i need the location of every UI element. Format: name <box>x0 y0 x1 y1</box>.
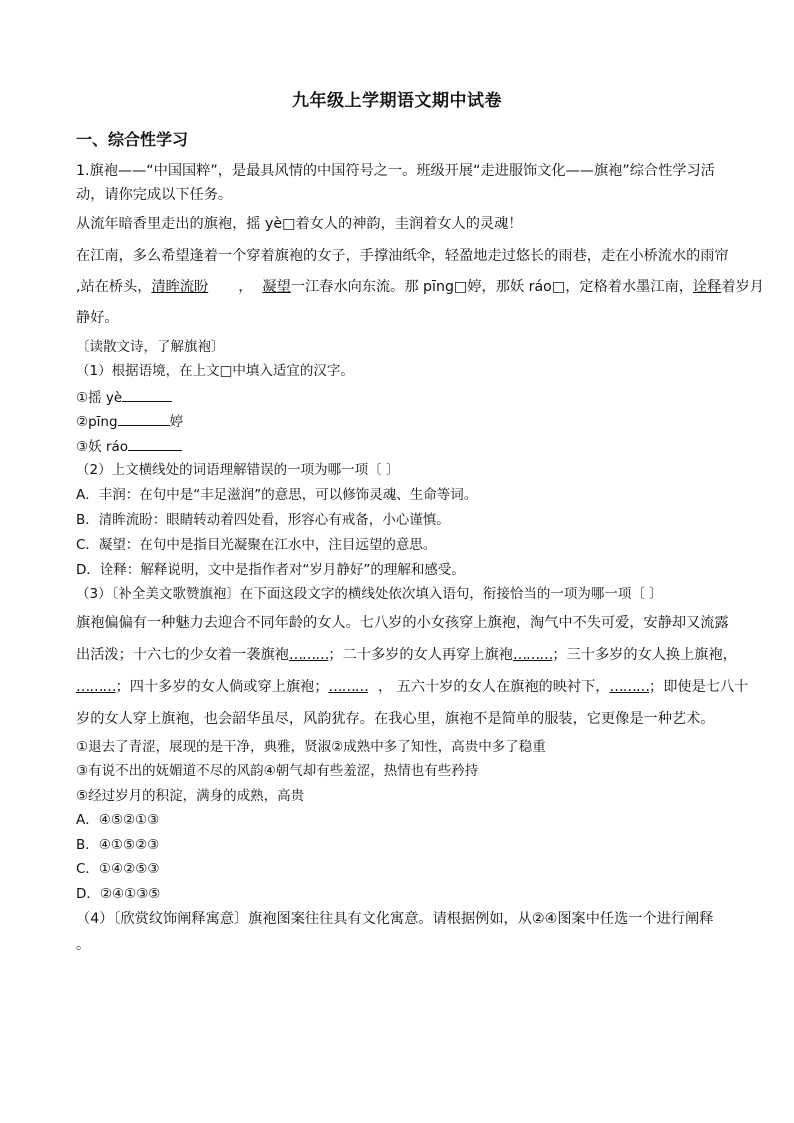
sub2-option-b[interactable]: B．清眸流盼：眼睛转动着四处看，形容心有戒备，小心谨慎。 <box>76 512 450 528</box>
fill-blank-3[interactable]: ……… <box>76 679 116 695</box>
clause-line-1: ①退去了青涩，展现的是干净，典雅，贤淑②成熟中多了知性，高贵中多了稳重 <box>76 739 546 755</box>
sub2-prompt: （2）上文横线处的词语理解错误的一项为哪一项〔 〕 <box>76 462 400 478</box>
sub1-item-c <box>76 436 724 456</box>
sub3-prompt: （3）〔补全美文歌赞旗袍〕在下面这段文字的横线处依次填入语句，衔接恰当的一项为哪一项〔 〕 <box>76 586 663 602</box>
sub1-prompt: （1）根据语境，在上文□中填入适宜的汉字。 <box>76 363 354 379</box>
sub1-item-c-label: ③妖 ráo <box>76 439 128 455</box>
underlined-word-qingmou: 清眸流盼 <box>151 279 209 295</box>
fill-blank-5[interactable]: ……… <box>609 679 650 695</box>
sub4-prompt: （4）〔欣赏纹饰阐释寓意〕旗袍图案往往具有文化寓意。请根据例如，从②④图案中任选一个进行阐释 <box>76 911 714 927</box>
answer-blank[interactable] <box>122 387 172 402</box>
underlined-word-ningwang: 凝望 <box>262 279 291 295</box>
q1-intro-line-1: 1.旗袍——“中国国粹”，是最具风情的中国符号之一。班级开展“走进服饰文化——旗袍”综合性学习活 <box>76 163 715 179</box>
fill-blank-4[interactable]: ……… <box>328 679 368 695</box>
passage-line-2: 在江南，多么希望逢着一个穿着旗袍的女子，手撑油纸伞，轻盈地走过悠长的雨巷，走在小桥流水的雨帘 <box>76 248 729 264</box>
passage-line-3 <box>76 278 764 296</box>
passage-text: 一江春水向东流。那 pīng□婷，那妖 ráo□，定格着水墨江南， <box>290 279 693 295</box>
paragraph-text: ；二十多岁的女人再穿上旗袍 <box>328 647 513 663</box>
sub3-option-c[interactable]: C．①④②⑤③ <box>76 861 160 877</box>
passage-text: ， <box>238 279 253 295</box>
clause-line-2: ③有说不出的妩媚道不尽的风韵④朝气却有些羞涩，热情也有些矜持 <box>76 763 479 779</box>
answer-blank[interactable] <box>128 436 182 451</box>
page-title: 九年级上学期语文期中试卷 <box>292 91 502 111</box>
answer-blank[interactable] <box>118 411 170 426</box>
passage-text: ,站在桥头， <box>76 279 152 295</box>
sub3-option-d[interactable]: D．②④①③⑤ <box>76 886 161 902</box>
sub3-paragraph-line-2 <box>76 646 737 664</box>
sub3-option-a[interactable]: A．④⑤②①③ <box>76 812 160 828</box>
task-label: 〔读散文诗，了解旗袍〕 <box>76 339 225 355</box>
sub2-option-c[interactable]: C．凝望：在句中是指目光凝聚在江水中，注目远望的意思。 <box>76 537 437 553</box>
sub1-item-a-label: ①摇 yè <box>76 390 123 406</box>
underlined-word-quanshi: 诠释 <box>692 279 722 295</box>
paragraph-text: ；三十多岁的女人换上旗袍， <box>552 647 737 663</box>
clause-line-3: ⑤经过岁月的积淀，满身的成熟，高贵 <box>76 788 305 804</box>
sub3-paragraph-line-4: 岁的女人穿上旗袍，也会韶华虽尽，风韵犹存。在我心里，旗袍不是简单的服装，它更像是一种艺术。 <box>76 711 715 727</box>
paragraph-text: ；四十多岁的女人倘或穿上旗袍； <box>115 679 329 695</box>
section-heading: 一、综合性学习 <box>76 130 189 149</box>
passage-text: 着岁月 <box>721 279 764 295</box>
passage-line-1: 从流年暗香里走出的旗袍，摇 yè□着女人的神韵，圭润着女人的灵魂！ <box>76 216 523 232</box>
passage-line-4: 静好。 <box>76 310 119 326</box>
paragraph-text: ；即使是七八十 <box>649 679 749 695</box>
sub3-paragraph-line-3 <box>76 678 749 696</box>
sub1-item-b-suffix: 婷 <box>169 414 184 430</box>
sub2-option-a[interactable]: A．丰润：在句中是“丰足滋润”的意思，可以修饰灵魂、生命等词。 <box>76 487 478 503</box>
fill-blank-1[interactable]: ……… <box>288 647 329 663</box>
sub3-option-b[interactable]: B．④①⑤②③ <box>76 837 160 853</box>
sub1-item-b-label: ②pīng <box>76 414 118 430</box>
sub1-item-b <box>76 411 724 431</box>
sub1-item-a <box>76 387 724 407</box>
paragraph-text: ， 五六十岁的女人在旗袍的映衬下， <box>377 679 610 695</box>
sub2-option-d[interactable]: D．诠释：解释说明，文中是指作者对“岁月静好”的理解和感受。 <box>76 562 465 578</box>
sub3-paragraph-line-1: 旗袍偏偏有一种魅力去迎合不同年龄的女人。七八岁的小女孩穿上旗袍，淘气中不失可爱，安静却又流露 <box>76 615 729 631</box>
paragraph-text: 出活泼；十六七的少女着一袭旗袍 <box>76 647 289 663</box>
sub4-prompt-end: 。 <box>76 937 91 953</box>
fill-blank-2[interactable]: ……… <box>512 647 553 663</box>
q1-intro-line-2: 动，请你完成以下任务。 <box>76 187 233 203</box>
